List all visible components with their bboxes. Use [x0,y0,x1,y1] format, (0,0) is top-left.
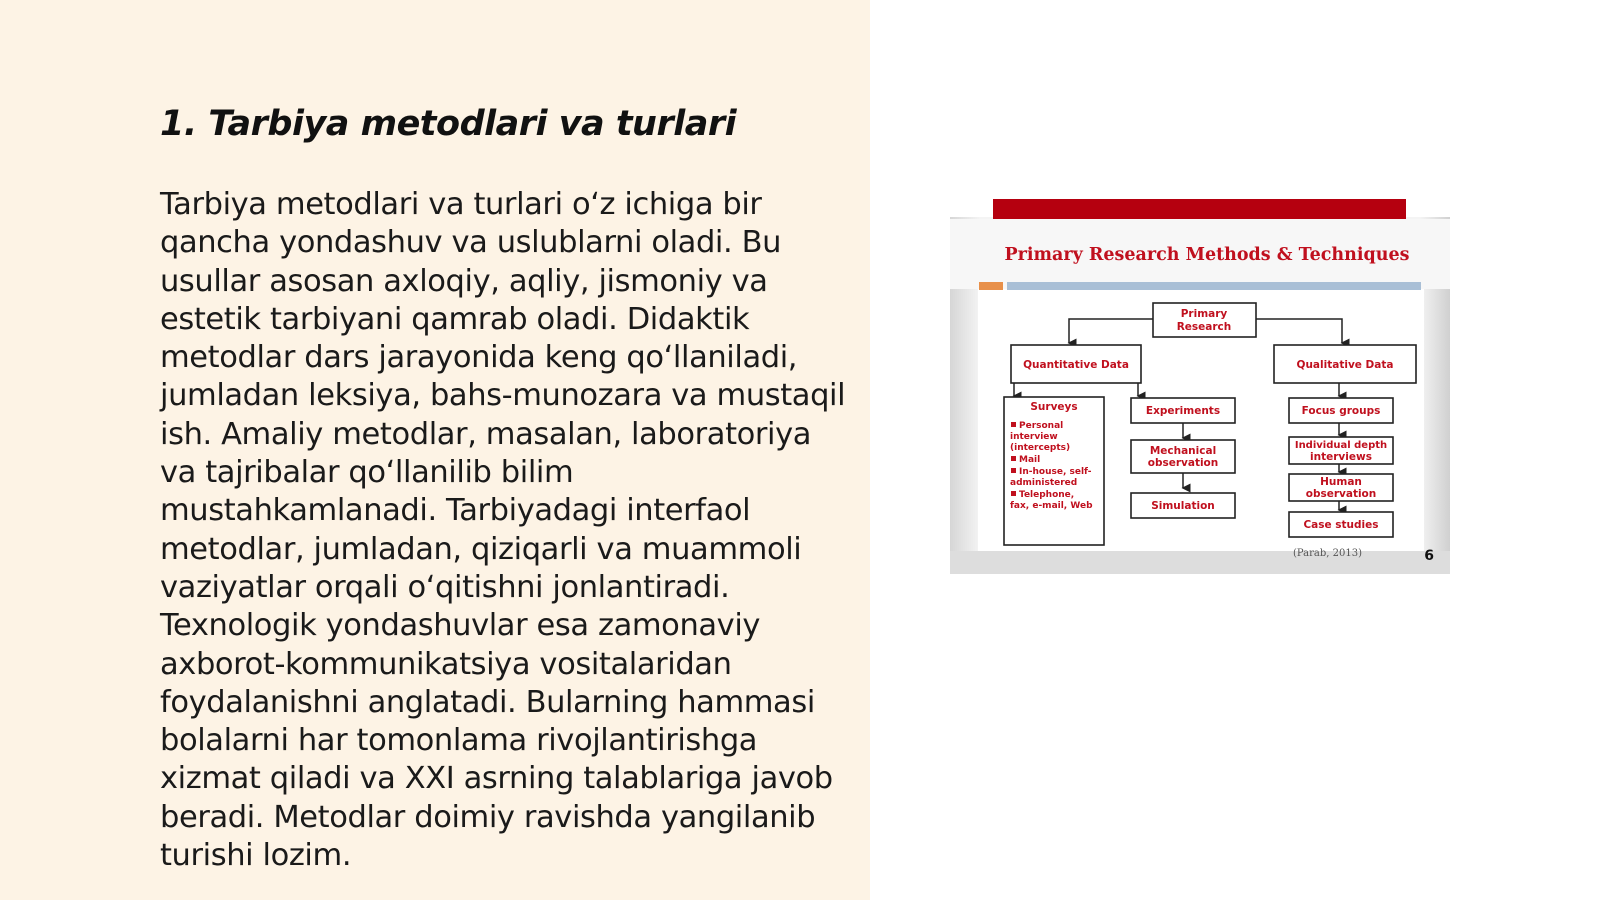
survey-item-fax-email-web: fax, e-mail, Web [1010,501,1093,511]
bullet-mail [1011,456,1016,461]
figure-bottom-shadow [950,551,1450,574]
label-individual-depth: Individual depth [1294,440,1388,451]
label-quantitative-data: Quantitative Data [1023,359,1129,371]
bullet-telephone [1011,491,1016,496]
label-focus-groups: Focus groups [1301,405,1381,417]
research-methods-figure [950,197,1450,574]
label-mechanical: Mechanical [1149,445,1217,457]
slide-title: 1. Tarbiya metodlari va turlari [160,104,737,144]
label-case-studies: Case studies [1303,519,1379,531]
figure-citation: (Parab, 2013) [1293,548,1362,559]
figure-accent-orange [979,282,1003,290]
figure-red-bar [993,199,1406,219]
figure-title: Primary Research Methods & Techniques [1004,245,1410,265]
survey-item-telephone: Telephone, [1019,490,1075,500]
survey-item-mail: Mail [1019,455,1041,465]
label-experiments: Experiments [1145,405,1221,417]
label-human: Human [1320,476,1362,488]
figure-accent-blue [1007,282,1421,290]
label-human-observation: observation [1305,488,1377,500]
label-observation: observation [1147,457,1219,469]
survey-item-personal: Personal [1019,421,1064,431]
label-interviews: interviews [1310,451,1372,463]
figure-page-number: 6 [1424,548,1434,564]
slide-body-text: Tarbiya metodlari va turlari o‘z ichiga bir qancha yondashuv va uslublarni oladi. Bu usullar asosan axloqiy, aqliy, jismoniy va estetik tarbiyani qamrab oladi. Didaktik metodlar dars jarayonida keng qo‘llaniladi, jumladan leksiya, bahs-munozara va mustaqil ish. Amaliy metodlar, masalan, laboratoriya va tajribalar qo‘llanilib bilim mustahkamlanadi. Tarbiyadagi interfaol metodlar, jumladan, qiziqarli va muammoli vaziyatlar orqali o‘qitishni jonlantiradi. Texnologik yondashuvlar esa zamonaviy axborot-kommunikatsiya vositalaridan foydalanishni anglatadi. Bularning hammasi bolalarni har tomonlama rivojlantirishga xizmat qiladi va XXI asrning talablariga javob beradi. Metodlar doimiy ravishda yangilanib turishi lozim. [160,187,846,874]
label-simulation: Simulation [1151,500,1215,512]
label-primary: Primary [1180,308,1228,320]
bullet-in-house [1011,468,1016,473]
bullet-personal [1011,422,1016,427]
label-surveys: Surveys [1030,401,1078,413]
label-research: Research [1176,321,1232,333]
survey-item-in-house: In-house, self- [1019,467,1092,477]
survey-item-administered: administered [1010,478,1078,488]
label-qualitative-data: Qualitative Data [1296,359,1394,371]
survey-item-interview: interview [1010,432,1058,442]
survey-item-intercepts: (intercepts) [1010,443,1071,453]
